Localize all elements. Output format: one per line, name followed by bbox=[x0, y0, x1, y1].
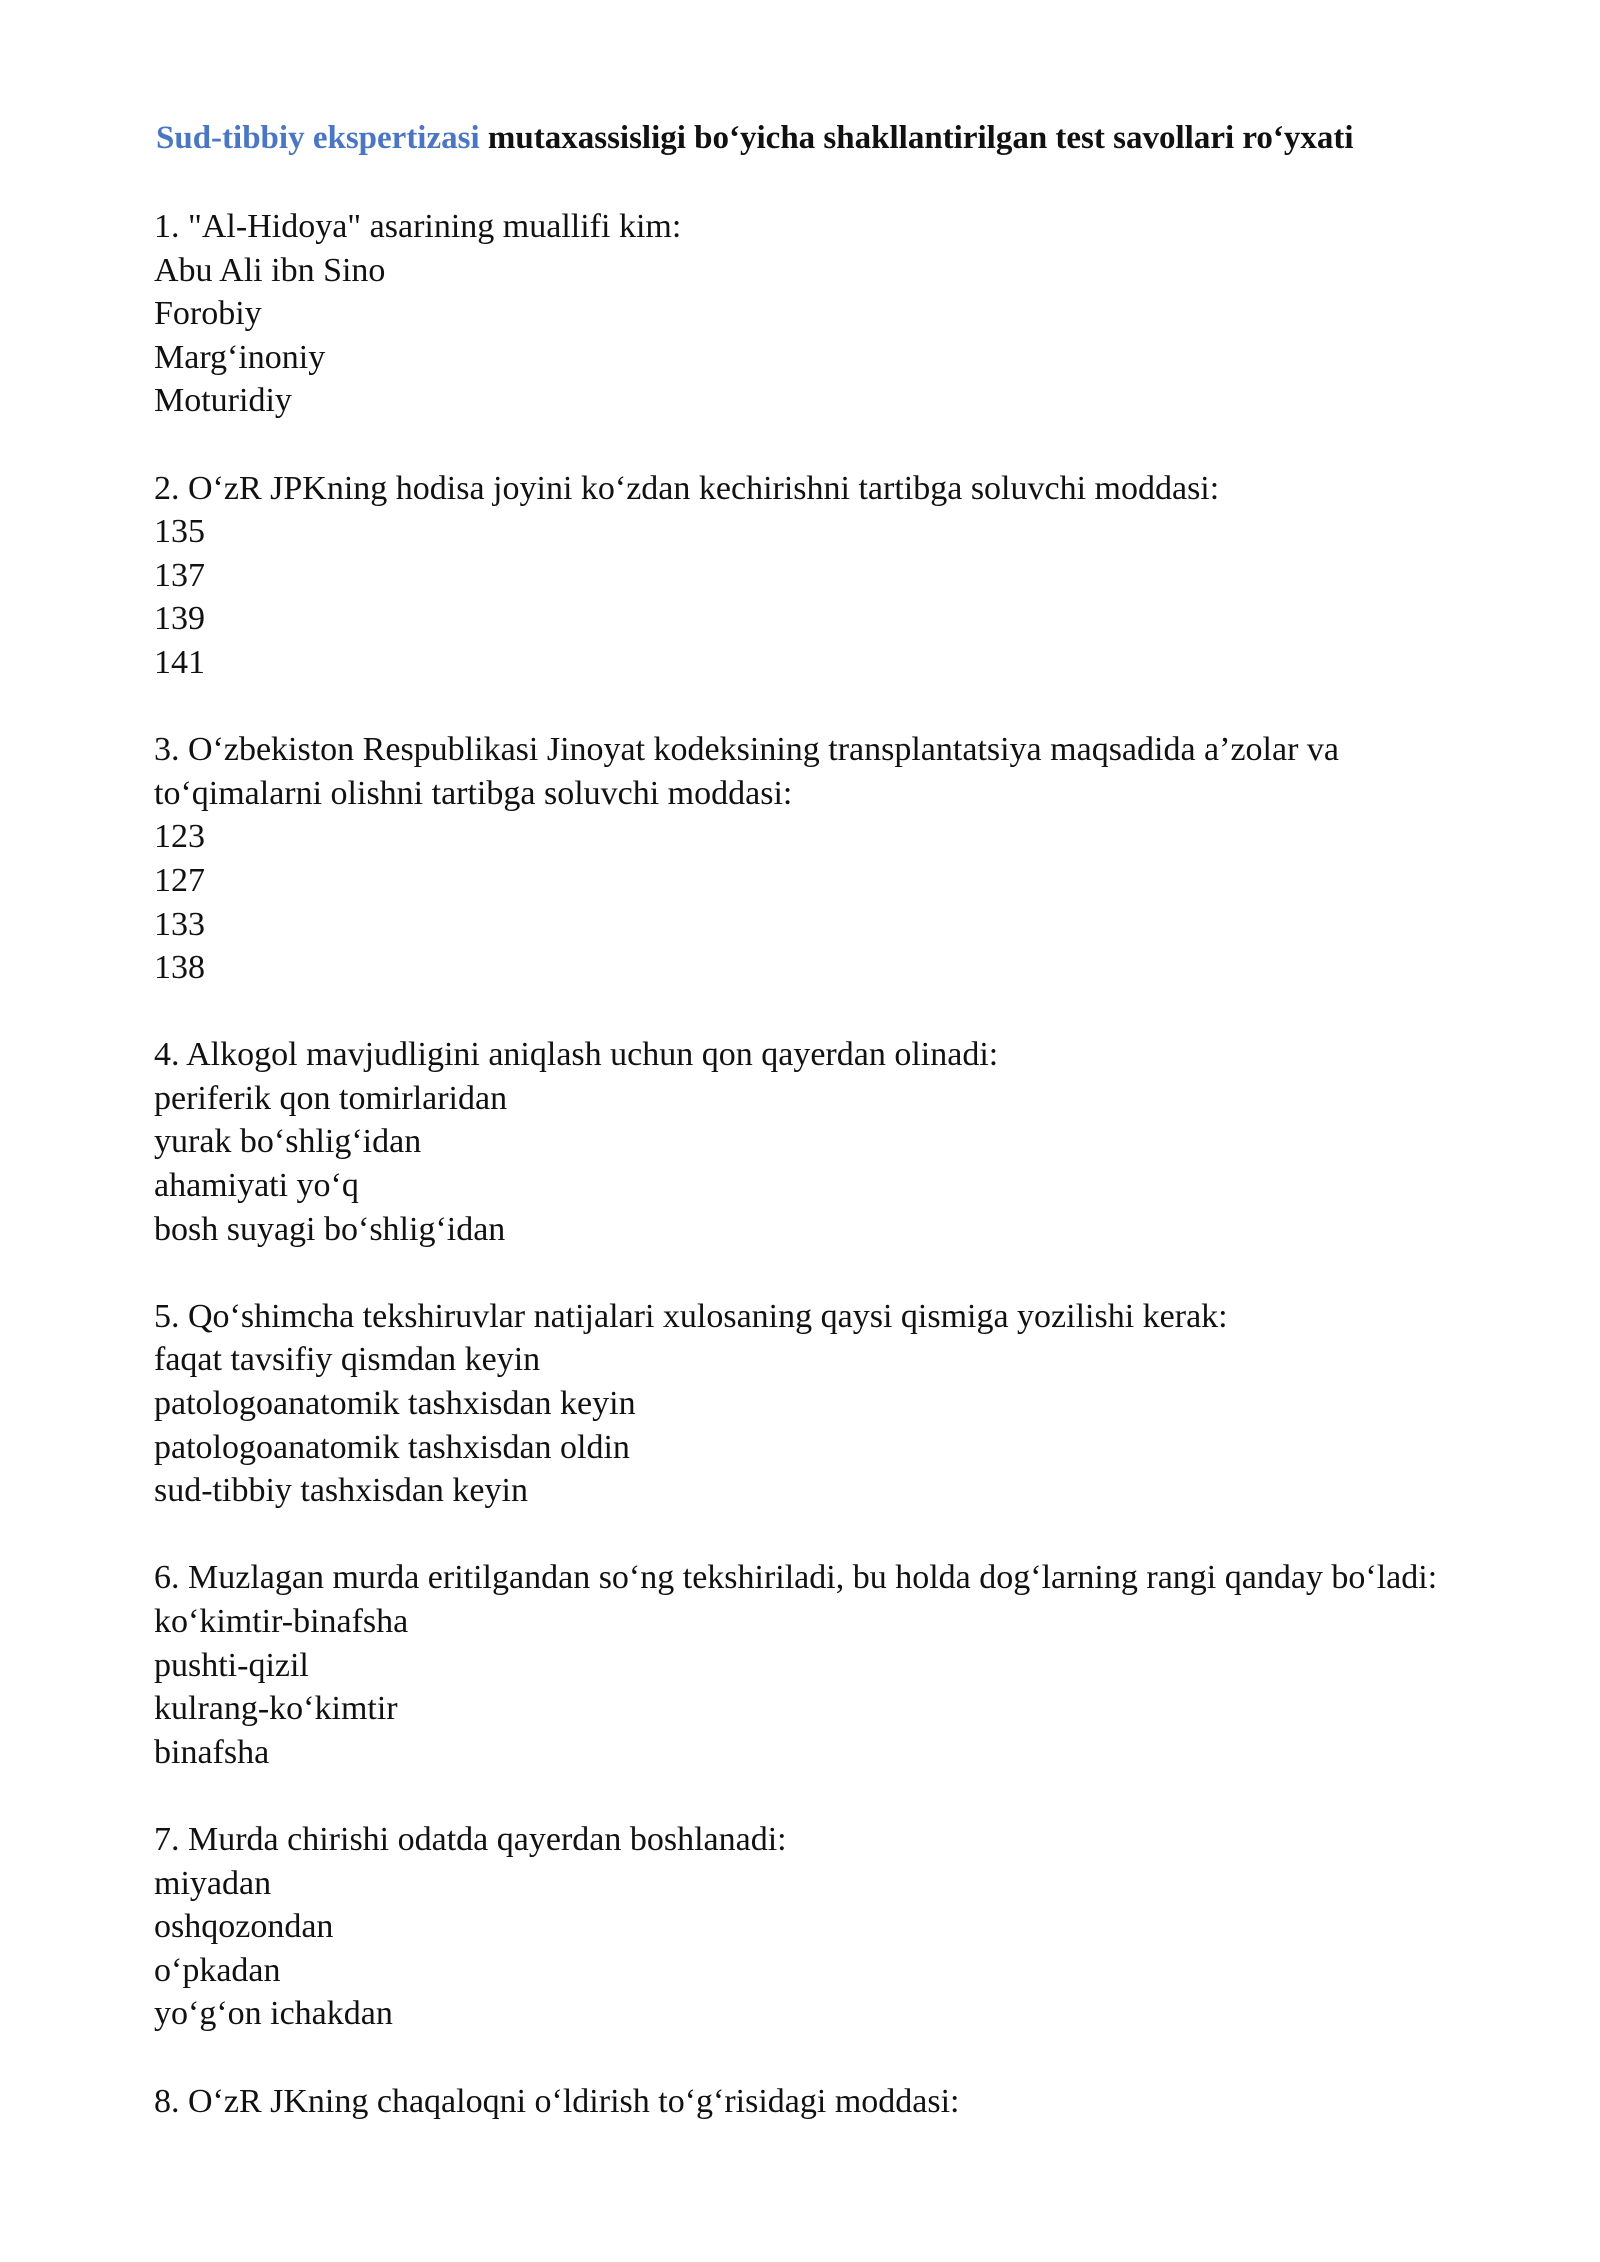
answer-option: Moturidiy bbox=[154, 382, 292, 420]
question-3 bbox=[154, 728, 1494, 990]
question-7 bbox=[154, 1818, 1494, 2036]
answer-option: ahamiyati yo‘q bbox=[154, 1167, 359, 1205]
answer-option: 138 bbox=[154, 949, 205, 987]
answer-option: Abu Ali ibn Sino bbox=[154, 251, 386, 289]
question-text: 6. Muzlagan murda eritilgandan so‘ng tekshiriladi, bu holda dog‘larning rangi qanday bo‘ladi: bbox=[154, 1559, 1438, 1597]
answer-option: 127 bbox=[154, 861, 205, 899]
answer-option: Marg‘inoniy bbox=[154, 338, 326, 376]
answer-option: yo‘g‘on ichakdan bbox=[154, 1995, 393, 2033]
answer-option: o‘pkadan bbox=[154, 1951, 281, 1989]
question-list bbox=[154, 205, 1494, 2167]
question-6 bbox=[154, 1556, 1494, 1774]
answer-option: binafsha bbox=[154, 1733, 270, 1771]
answer-option: kulrang-ko‘kimtir bbox=[154, 1690, 398, 1728]
question-1 bbox=[154, 205, 1494, 423]
answer-option: ko‘kimtir-binafsha bbox=[154, 1603, 409, 1640]
question-text: 7. Murda chirishi odatda qayerdan boshlanadi: bbox=[154, 1820, 787, 1858]
answer-option: patologoanatomik tashxisdan keyin bbox=[154, 1385, 636, 1423]
answer-option: oshqozondan bbox=[154, 1908, 334, 1946]
question-2 bbox=[154, 467, 1494, 685]
answer-option: periferik qon tomirlaridan bbox=[154, 1079, 508, 1117]
document-title bbox=[156, 116, 1354, 160]
answer-option: 137 bbox=[154, 556, 205, 594]
answer-option: patologoanatomik tashxisdan oldin bbox=[154, 1428, 630, 1466]
question-8 bbox=[154, 2080, 1494, 2124]
question-4 bbox=[154, 1033, 1494, 1251]
answer-option: sud-tibbiy tashxisdan keyin bbox=[154, 1472, 528, 1510]
title-rest: mutaxassisligi bo‘yicha shakllantirilgan test savollari ro‘yxati bbox=[479, 120, 1354, 156]
answer-option: pushti-qizil bbox=[154, 1646, 309, 1684]
answer-option: 139 bbox=[154, 600, 205, 638]
question-text: 2. O‘zR JPKning hodisa joyini ko‘zdan kechirishni tartibga soluvchi moddasi: bbox=[154, 469, 1220, 507]
question-text: 3. O‘zbekiston Respublikasi Jinoyat kodeksining transplantatsiya maqsadida a’zolar va to‘qimalarni olishni tartibga soluvchi moddasi: bbox=[154, 731, 1340, 812]
answer-option: Forobiy bbox=[154, 295, 262, 333]
question-5 bbox=[154, 1295, 1494, 1513]
answer-option: faqat tavsifiy qismdan keyin bbox=[154, 1341, 541, 1379]
answer-option: 133 bbox=[154, 905, 205, 943]
answer-option: yurak bo‘shlig‘idan bbox=[154, 1123, 422, 1161]
answer-option: 141 bbox=[154, 643, 205, 681]
answer-option: bosh suyagi bo‘shlig‘idan bbox=[154, 1210, 506, 1248]
answer-option: miyadan bbox=[154, 1864, 272, 1902]
title-accent: Sud-tibbiy ekspertizasi bbox=[156, 120, 480, 156]
answer-option: 135 bbox=[154, 513, 205, 551]
question-text: 5. Qo‘shimcha tekshiruvlar natijalari xulosaning qaysi qismiga yozilishi kerak: bbox=[154, 1297, 1228, 1335]
question-text: 4. Alkogol mavjudligini aniqlash uchun qon qayerdan olinadi: bbox=[154, 1036, 999, 1074]
question-text: 8. O‘zR JKning chaqaloqni o‘ldirish to‘g‘risidagi moddasi: bbox=[154, 2082, 960, 2120]
answer-option: 123 bbox=[154, 818, 205, 856]
question-text: 1. "Al-Hidoya" asarining muallifi kim: bbox=[154, 208, 682, 245]
